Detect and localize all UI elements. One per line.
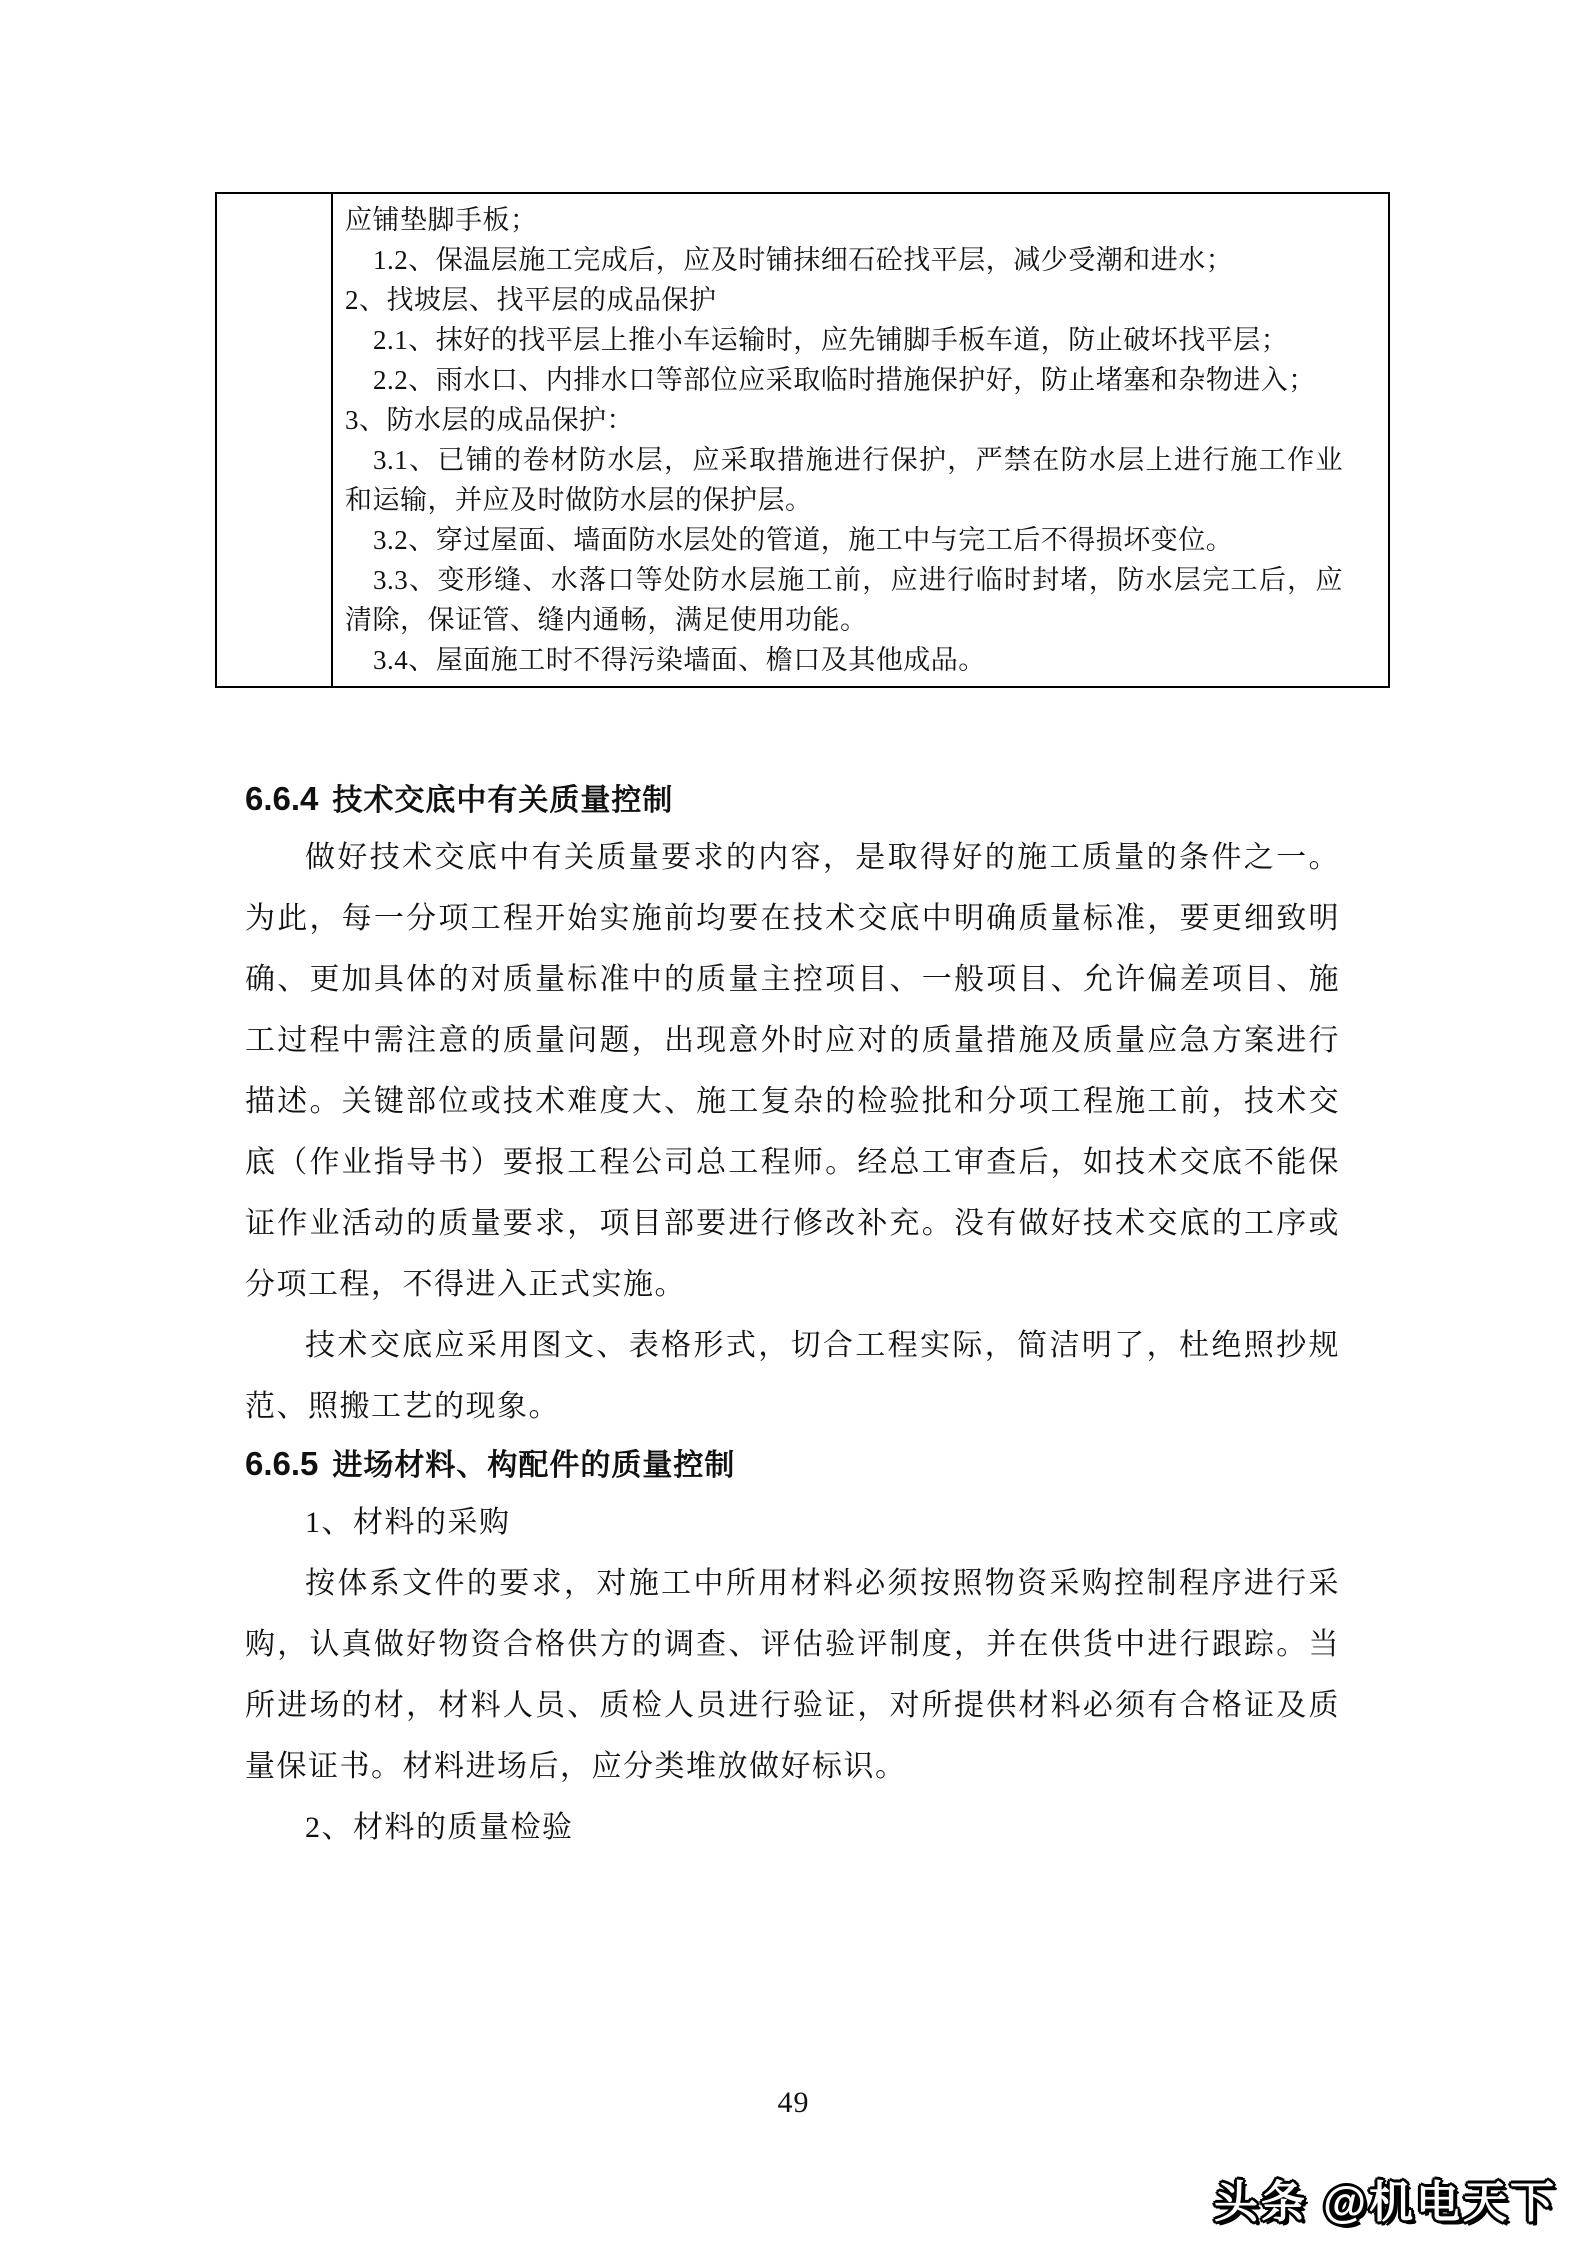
main-content [245, 772, 1340, 1858]
table-line: 应铺垫脚手板； [345, 205, 538, 235]
section-heading-664 [245, 772, 1340, 827]
table-line: 3、防水层的成品保护： [345, 405, 634, 435]
table-left-column [217, 194, 333, 686]
spec-table [215, 192, 1390, 688]
section-heading-665 [245, 1437, 1340, 1492]
paragraph: 做好技术交底中有关质量要求的内容，是取得好的施工质量的条件之一。为此，每一分项工程开始实施前均要在技术交底中明确质量标准，要更细致明确、更加具体的对质量标准中的质量主控项目、一般项目、允许偏差项目、施工过程中需注意的质量问题，出现意外时应对的质量措施及质量应急方案进行描述。关键部位或技术难度大、施工复杂的检验批和分项工程施工前，技术交底（作业指导书）要报工程公司总工程师。经总工审查后，如技术交底不能保证作业活动的质量要求，项目部要进行修改补充。没有做好技术交底的工序或分项工程，不得进入正式实施。 [245, 841, 1340, 1301]
watermark: 头条 @机电天下 [1213, 2178, 1557, 2227]
table-line: 1.2、保温层施工完成后，应及时铺抹细石砼找平层，减少受潮和进水； [373, 245, 1234, 275]
section-title: 进场材料、构配件的质量控制 [332, 1449, 736, 1482]
table-line: 2.2、雨水口、内排水口等部位应采取临时措施保护好，防止堵塞和杂物进入； [373, 365, 1316, 395]
list-item: 1、材料的采购 [305, 1506, 511, 1539]
table-content-cell [333, 194, 1388, 686]
table-line: 3.1、已铺的卷材防水层，应采取措施进行保护，严禁在防水层上进行施工作业和运输，并应及时做防水层的保护层。 [345, 445, 1343, 515]
page-number: 49 [777, 2086, 810, 2119]
section-title: 技术交底中有关质量控制 [332, 784, 674, 817]
table-line: 2.1、抹好的找平层上推小车运输时，应先铺脚手板车道，防止破坏找平层； [373, 325, 1289, 355]
paragraph: 技术交底应采用图文、表格形式，切合工程实际，简洁明了，杜绝照抄规范、照搬工艺的现象。 [245, 1329, 1340, 1423]
table-line: 3.2、穿过屋面、墙面防水层处的管道，施工中与完工后不得损坏变位。 [373, 525, 1234, 555]
table-line: 3.3、变形缝、水落口等处防水层施工前，应进行临时封堵，防水层完工后，应清除，保证管、缝内通畅，满足使用功能。 [345, 565, 1343, 635]
paragraph: 按体系文件的要求，对施工中所用材料必须按照物资采购控制程序进行采购，认真做好物资合格供方的调查、评估验评制度，并在供货中进行跟踪。当所进场的材，材料人员、质检人员进行验证，对所提供材料必须有合格证及质量保证书。材料进场后，应分类堆放做好标识。 [245, 1567, 1340, 1783]
list-item: 2、材料的质量检验 [305, 1811, 574, 1844]
table-line: 3.4、屋面施工时不得污染墙面、檐口及其他成品。 [373, 645, 986, 675]
section-number: 6.6.4 [245, 780, 319, 817]
table-line: 2、找坡层、找平层的成品保护 [345, 285, 717, 315]
section-number: 6.6.5 [245, 1445, 319, 1482]
